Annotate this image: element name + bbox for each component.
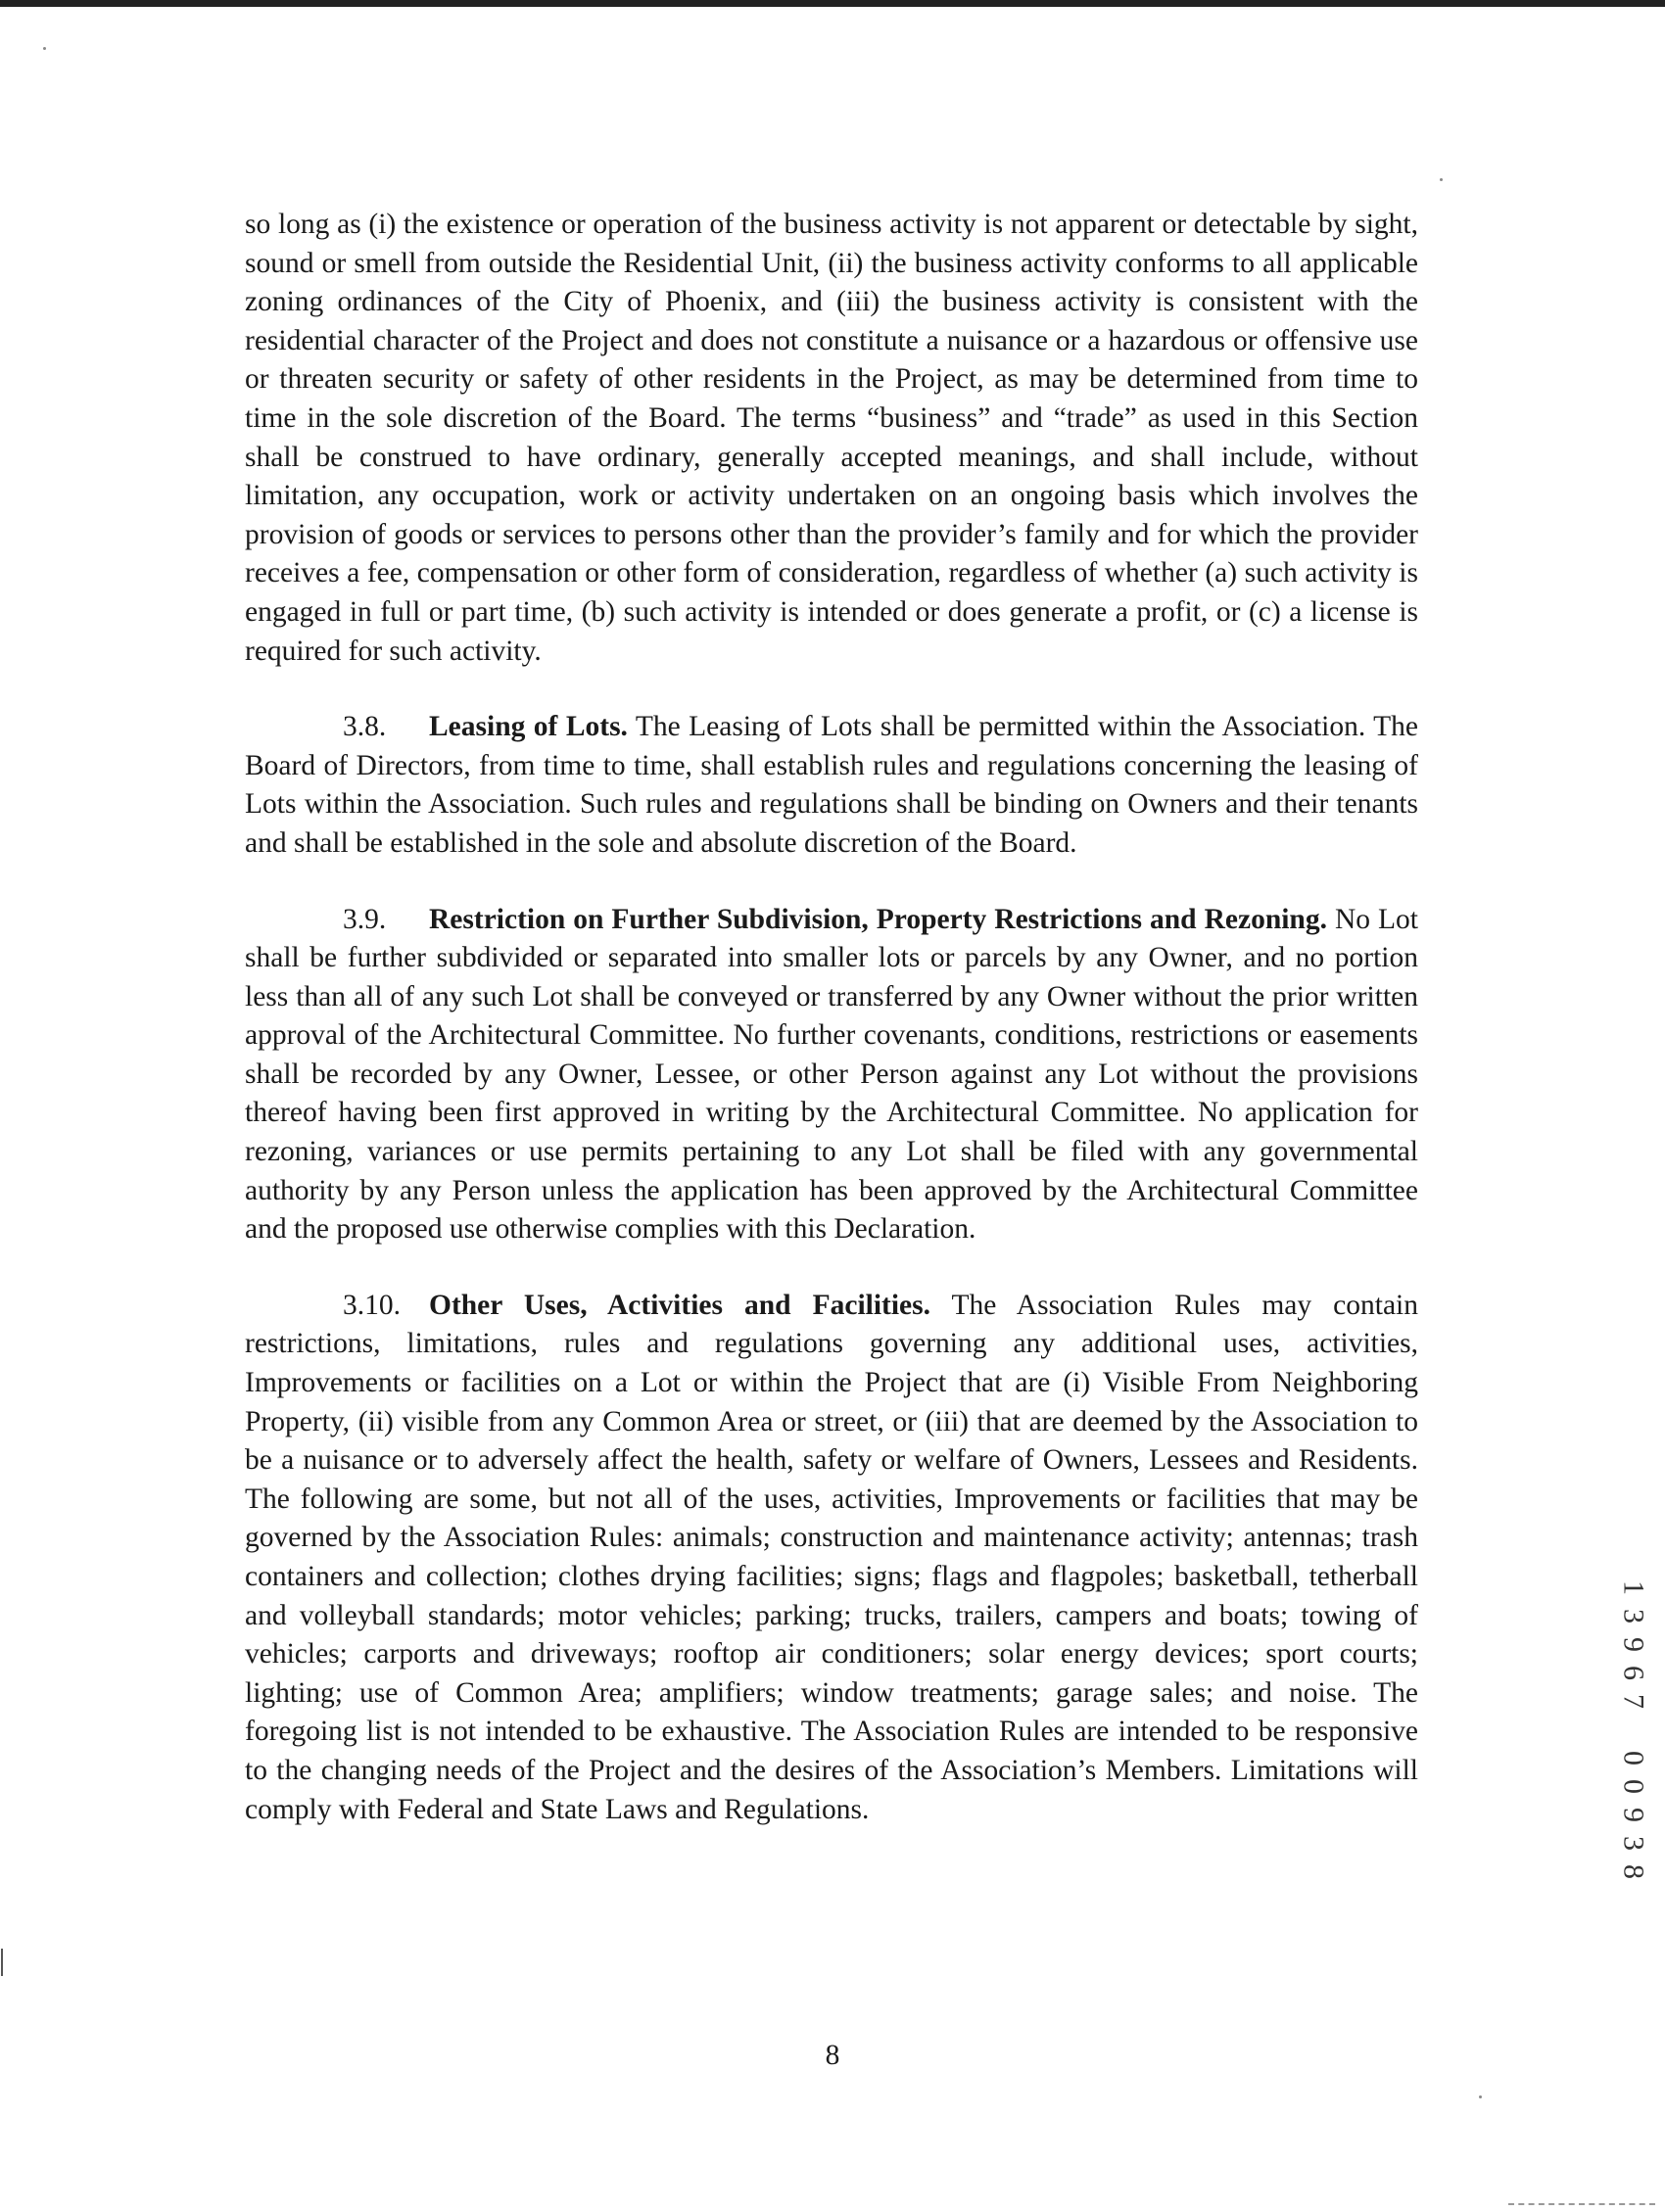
top-scan-border <box>0 0 1665 7</box>
section-3-10 <box>245 1287 1418 1829</box>
continuation-paragraph: so long as (i) the existence or operation of the business activity is not apparent or detectable by sight, sound or smell from outside the Residential Unit, (ii) the business activity conforms to all applicable zoning ordinances of the City of Phoenix, and (iii) the business activity is consistent with the residential character of the Project and does not constitute a nuisance or a hazardous or offensive use or threaten security or safety of other residents in the Project, as may be determined from time to time in the sole discretion of the Board. The terms “business” and “trade” as used in this Section shall be construed to have ordinary, generally accepted meanings, and shall include, without limitation, any occupation, work or activity undertaken on an ongoing basis which involves the provision of goods or services to persons other than the provider’s family and for which the provider receives a fee, compensation or other form of consideration, regardless of whether (a) such activity is engaged in full or part time, (b) such activity is intended or does generate a profit, or (c) a license is required for such activity. <box>245 209 1418 667</box>
stamp-digit: 6 <box>1617 1666 1650 1680</box>
stamp-digit: 0 <box>1617 1779 1650 1794</box>
page-number: 8 <box>825 2040 840 2071</box>
stamp-digit: 8 <box>1617 1864 1650 1879</box>
scan-edge-mark <box>1 1949 3 1976</box>
scan-bottom-mark <box>1508 2203 1655 2205</box>
stamp-digit: 3 <box>1617 1836 1650 1851</box>
section-number: 3.8. <box>343 711 387 743</box>
section-3-9 <box>245 901 1418 1249</box>
stamp-digit: 1 <box>1617 1580 1650 1595</box>
recording-stamp <box>1616 1574 1651 1886</box>
scan-speck <box>1440 178 1443 181</box>
stamp-digit: 7 <box>1617 1694 1650 1709</box>
stamp-digit: 9 <box>1617 1808 1650 1822</box>
section-heading: Restriction on Further Subdivision, Property Restrictions and Rezoning. <box>429 903 1327 935</box>
section-heading: Other Uses, Activities and Facilities. <box>429 1289 931 1321</box>
scan-speck <box>43 47 46 50</box>
section-body: No Lot shall be further subdivided or separated into smaller lots or parcels by any Owner, and no portion less than all of any such Lot shall be conveyed or transferred by any Owner without the prior written approval of the Architectural Committee. No further covenants, conditions, restrictions or easements shall be recorded by any Owner, Lessee, or other Person against any Lot without the provisions thereof having been first approved in writing by the Architectural Committee. No application for rezoning, variances or use permits pertaining to any Lot shall be filed with any governmental authority by any Person unless the application has been approved by the Architectural Committee and the proposed use otherwise complies with this Declaration. <box>245 903 1418 1246</box>
section-body: The Leasing of Lots shall be permitted within the Association. The Board of Directors, from time to time, shall establish rules and regulations concerning the leasing of Lots within the Association. Such rules and regulations shall be binding on Owners and their tenants and shall be established in the sole and absolute discretion of the Board. <box>245 711 1418 859</box>
stamp-digit: 3 <box>1617 1609 1650 1624</box>
section-body: The Association Rules may contain restrictions, limitations, rules and regulations governing any additional uses, activities, Improvements or facilities on a Lot or within the Project that are (i) Visible From Neighboring Property, (ii) visible from any Common Area or street, or (iii) that are deemed by the Association to be a nuisance or to adversely affect the health, safety or welfare of Owners, Lessees and Residents. The following are some, but not all of the uses, activities, Improvements or facilities that may be governed by the Association Rules: animals; construction and maintenance activity; antennas; trash containers and collection; clothes drying facilities; signs; flags and flagpoles; basketball, tetherball and volleyball standards; motor vehicles; parking; trucks, trailers, campers and boats; towing of vehicles; carports and driveways; rooftop air conditioners; solar energy devices; sport courts; lighting; use of Common Area; amplifiers; window treatments; garage sales; and noise. The foregoing list is not intended to be exhaustive. The Association Rules are intended to be responsive to the changing needs of the Project and the desires of the Association’s Members. Limitations will comply with Federal and State Laws and Regulations. <box>245 1289 1418 1825</box>
document-body <box>245 206 1418 1866</box>
section-3-8 <box>245 708 1418 863</box>
scan-speck <box>1479 2095 1482 2098</box>
stamp-digit: 0 <box>1617 1751 1650 1765</box>
stamp-digit: 9 <box>1617 1637 1650 1652</box>
section-heading: Leasing of Lots. <box>429 711 628 743</box>
section-number: 3.10. <box>343 1289 401 1321</box>
section-number: 3.9. <box>343 903 387 935</box>
